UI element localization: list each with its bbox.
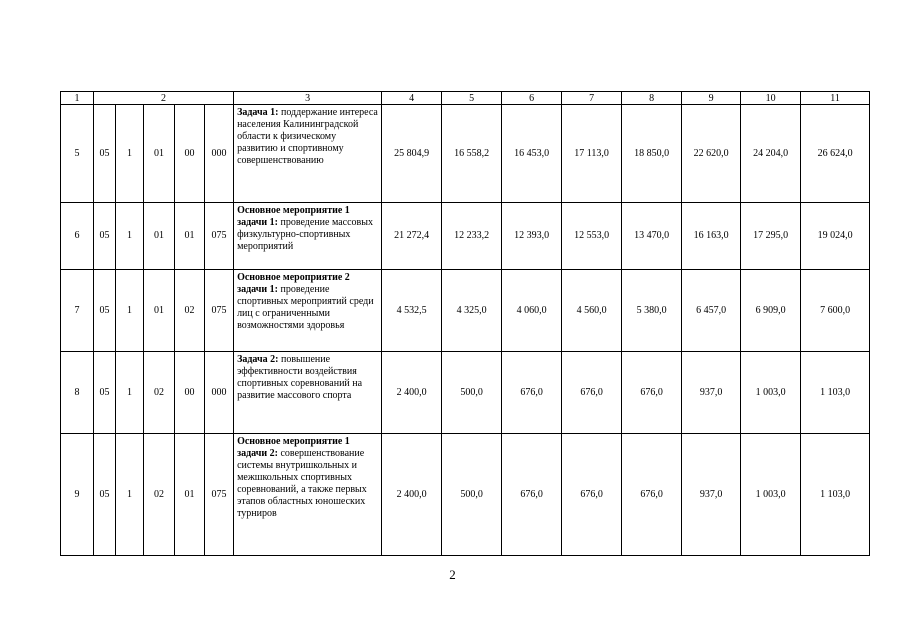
header-cell: 8	[622, 92, 682, 105]
code-cell: 01	[144, 270, 175, 352]
value-cell: 676,0	[622, 352, 682, 434]
description-cell	[234, 352, 382, 434]
description-text: совершенствование системы внутришкольных и межшкольных спортивных соревнований, а также первых этапов областных юношеских турниров	[237, 448, 367, 519]
row-number: 7	[61, 270, 94, 352]
code-cell: 00	[175, 352, 205, 434]
header-cell: 9	[682, 92, 741, 105]
code-cell: 1	[116, 434, 144, 556]
value-cell: 937,0	[682, 434, 741, 556]
code-cell: 075	[205, 203, 234, 270]
header-cell: 3	[234, 92, 382, 105]
code-cell: 1	[116, 203, 144, 270]
value-cell: 12 553,0	[562, 203, 622, 270]
code-cell: 01	[144, 203, 175, 270]
row-number: 5	[61, 105, 94, 203]
table-row	[61, 352, 870, 434]
value-cell: 12 233,2	[442, 203, 502, 270]
code-cell: 05	[94, 105, 116, 203]
value-cell: 5 380,0	[622, 270, 682, 352]
code-cell: 05	[94, 434, 116, 556]
table-row	[61, 434, 870, 556]
code-cell: 01	[175, 203, 205, 270]
value-cell: 17 295,0	[741, 203, 801, 270]
value-cell: 500,0	[442, 434, 502, 556]
code-cell: 02	[175, 270, 205, 352]
value-cell: 17 113,0	[562, 105, 622, 203]
description-title: Задача 1:	[237, 107, 279, 118]
description-text: проведение массовых физкультурно-спортивных мероприятий	[237, 217, 373, 252]
description-title: Основное мероприятие 1 задачи 2:	[237, 436, 350, 459]
code-cell: 01	[175, 434, 205, 556]
value-cell: 1 003,0	[741, 352, 801, 434]
value-cell: 16 163,0	[682, 203, 741, 270]
value-cell: 676,0	[562, 352, 622, 434]
value-cell: 4 532,5	[382, 270, 442, 352]
value-cell: 26 624,0	[801, 105, 870, 203]
row-number: 9	[61, 434, 94, 556]
value-cell: 4 325,0	[442, 270, 502, 352]
code-cell: 02	[144, 352, 175, 434]
code-cell: 05	[94, 270, 116, 352]
description-title: Задача 2:	[237, 354, 279, 365]
value-cell: 22 620,0	[682, 105, 741, 203]
code-cell: 01	[144, 105, 175, 203]
code-cell: 05	[94, 352, 116, 434]
code-cell: 075	[205, 434, 234, 556]
value-cell: 6 909,0	[741, 270, 801, 352]
header-row	[61, 92, 870, 105]
header-cell: 2	[94, 92, 234, 105]
header-cell: 4	[382, 92, 442, 105]
value-cell: 6 457,0	[682, 270, 741, 352]
description-text: поддержание интереса населения Калининградской области к физическому развитию и спортивному совершенствованию	[237, 107, 378, 166]
code-cell: 1	[116, 105, 144, 203]
value-cell: 13 470,0	[622, 203, 682, 270]
description-text: проведение спортивных мероприятий среди лиц с ограниченными возможностями здоровья	[237, 284, 374, 331]
description-cell	[234, 434, 382, 556]
header-cell: 11	[801, 92, 870, 105]
budget-table	[60, 91, 870, 556]
table-row	[61, 203, 870, 270]
value-cell: 2 400,0	[382, 352, 442, 434]
page-number: 2	[449, 567, 456, 582]
header-cell: 6	[502, 92, 562, 105]
value-cell: 25 804,9	[382, 105, 442, 203]
code-cell: 05	[94, 203, 116, 270]
table-row	[61, 270, 870, 352]
value-cell: 16 558,2	[442, 105, 502, 203]
value-cell: 19 024,0	[801, 203, 870, 270]
value-cell: 676,0	[502, 352, 562, 434]
description-title: Основное мероприятие 2 задачи 1:	[237, 272, 350, 295]
code-cell: 00	[175, 105, 205, 203]
description-cell	[234, 270, 382, 352]
value-cell: 937,0	[682, 352, 741, 434]
header-cell: 7	[562, 92, 622, 105]
row-number: 6	[61, 203, 94, 270]
code-cell: 02	[144, 434, 175, 556]
header-cell: 5	[442, 92, 502, 105]
code-cell: 1	[116, 352, 144, 434]
value-cell: 2 400,0	[382, 434, 442, 556]
row-number: 8	[61, 352, 94, 434]
value-cell: 12 393,0	[502, 203, 562, 270]
value-cell: 18 850,0	[622, 105, 682, 203]
code-cell: 075	[205, 270, 234, 352]
value-cell: 676,0	[562, 434, 622, 556]
value-cell: 4 560,0	[562, 270, 622, 352]
code-cell: 000	[205, 105, 234, 203]
table-row	[61, 105, 870, 203]
value-cell: 4 060,0	[502, 270, 562, 352]
value-cell: 500,0	[442, 352, 502, 434]
code-cell: 000	[205, 352, 234, 434]
header-cell: 10	[741, 92, 801, 105]
value-cell: 16 453,0	[502, 105, 562, 203]
value-cell: 676,0	[502, 434, 562, 556]
code-cell: 1	[116, 270, 144, 352]
value-cell: 676,0	[622, 434, 682, 556]
value-cell: 7 600,0	[801, 270, 870, 352]
description-title: Основное мероприятие 1 задачи 1:	[237, 205, 350, 228]
value-cell: 1 103,0	[801, 352, 870, 434]
description-cell	[234, 105, 382, 203]
description-text: повышение эффективности воздействия спортивных соревнований на развитие массового спорта	[237, 354, 363, 401]
value-cell: 1 103,0	[801, 434, 870, 556]
description-cell	[234, 203, 382, 270]
value-cell: 24 204,0	[741, 105, 801, 203]
header-cell: 1	[61, 92, 94, 105]
value-cell: 21 272,4	[382, 203, 442, 270]
value-cell: 1 003,0	[741, 434, 801, 556]
